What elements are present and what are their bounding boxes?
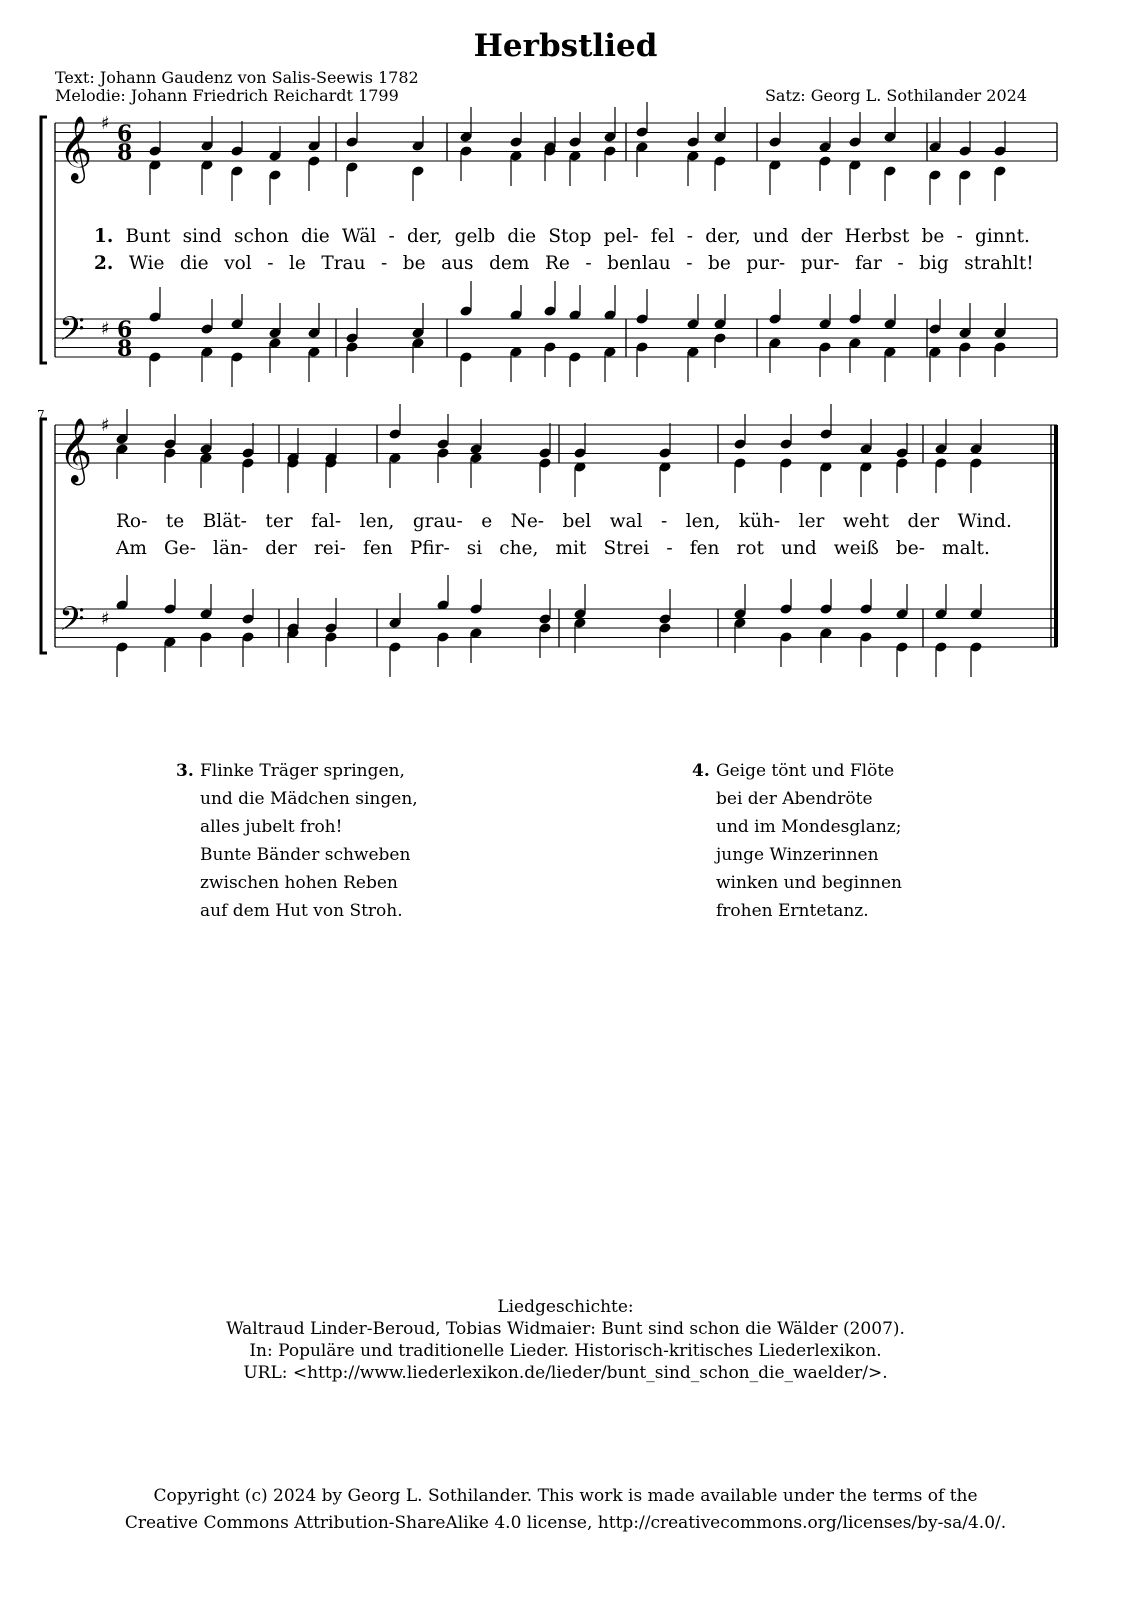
lyric-syllable: be [402,253,426,274]
verse-line: alles jubelt froh! [200,817,343,837]
lyric-syllable: benlau [607,253,671,274]
song-title: Herbstlied [473,28,658,64]
lyric-syllable: der, [705,226,741,247]
lyric-syllable: Wie [128,253,165,274]
clefs-and-signatures [37,113,132,647]
history-url: URL: <http://www.liederlexikon.de/lieder/bunt_sind_schon_die_waelder/>. [243,1363,888,1383]
lyric-syllable: fen [689,538,720,559]
lyric-syllable: pur- [746,253,786,274]
key-signature-sharp: ♯ [101,415,110,436]
lyric-syllable: und [781,538,817,559]
measure-number: 7 [37,408,45,422]
lyric-syllable: die [179,253,209,274]
treble-clef: 𝄞 [59,418,93,483]
lyric-syllable: wal [609,511,643,532]
lyric-syllable: - [267,253,274,274]
lyric-syllable: fel [650,226,675,247]
lyric-syllable: far [855,253,882,274]
time-signature-bottom: 8 [117,336,133,362]
lyric-syllable: vol [224,253,252,274]
lyric-syllable: be [708,253,731,274]
lyric-syllable: malt. [942,538,990,559]
lyric-syllable: - [388,226,395,247]
lyric-syllable: grau- [412,511,463,532]
key-signature-sharp: ♯ [101,318,110,340]
text-credit: Text: Johann Gaudenz von Salis-Seewis 1782 [55,68,419,87]
lyric-syllable: Trau [321,253,366,274]
lyric-syllable: Ge- [163,538,196,559]
lyric-syllable: - [686,253,693,274]
lyric-syllable: 1. [94,226,114,247]
time-signature-top: 6 [117,317,133,343]
verse-4-number: 4. [692,761,710,781]
lyric-syllable: len, [685,511,721,532]
barlines [41,117,1058,653]
lyric-syllable: die [301,226,330,247]
lyric-syllable: sind [182,226,222,247]
lyric-syllable: big [919,253,949,274]
arrangement-credit: Satz: Georg L. Sothilander 2024 [764,86,1027,105]
lyric-syllable: Ro- [116,511,148,532]
lyric-syllable: län- [213,538,249,559]
lyric-syllable: Ne- [510,511,545,532]
lyric-syllable: - [660,511,668,532]
lyric-syllable: - [381,253,388,274]
lyric-syllable: ler [798,511,825,532]
lyric-syllable: te [165,511,185,532]
lyric-syllable: Re [544,253,570,274]
lyric-syllable: pur- [800,253,840,274]
lyric-syllable: aus [441,253,474,274]
key-signature-sharp: ♯ [101,113,110,134]
notes [115,102,1006,677]
verse-line: auf dem Hut von Stroh. [200,901,403,921]
lyric-syllable: der [800,226,833,247]
lyric-syllable: weiß [833,538,879,559]
lyric-syllable: rei- [313,538,346,559]
lyric-syllable: Bunt [125,226,171,247]
lyric-syllable: che, [499,538,539,559]
history-authors: Waltraud Linder-Beroud, Tobias Widmaier: Bunt sind schon die Wälder (2007). [226,1319,905,1339]
final-barline-thick [1054,425,1058,647]
lyric-syllable: Pfir- [409,538,450,559]
verse-line: Geige tönt und Flöte [716,761,895,781]
verse-line: und im Mondesglanz; [716,817,902,837]
lyric-syllable: fen [363,538,393,559]
lyric-syllable: le [288,253,306,274]
lyric-syllable: - [956,226,963,247]
system-1-verse-1-lyrics [94,226,1030,247]
lyric-syllable: Blät- [202,511,247,532]
music-score [0,0,1131,690]
treble-clef: 𝄞 [59,116,93,181]
lyric-syllable: len, [359,511,395,532]
lyric-syllable: bel [562,511,592,532]
system-1-verse-2-lyrics [94,253,1034,274]
verse-line: zwischen hohen Reben [200,873,398,893]
lyric-syllable: der [265,538,297,559]
lyric-syllable: fal- [311,511,342,532]
time-signature-bottom: 8 [117,140,133,166]
lyric-syllable: weht [842,511,890,532]
lyric-syllable: 2. [94,253,114,274]
lyric-syllable: e [481,511,493,532]
verse-line: Flinke Träger springen, [200,761,405,781]
lyric-syllable: Strei [603,538,650,559]
lyric-syllable: gelb [454,226,496,247]
lyric-syllable: Am [116,538,147,559]
verse-3-number: 3. [176,761,194,781]
time-signature-top: 6 [117,121,133,147]
verse-line: bei der Abendröte [716,789,873,809]
bass-clef: 𝄢 [59,310,85,357]
lyric-syllable: - [686,226,693,247]
lyric-syllable: strahlt! [964,253,1034,274]
lyric-syllable: küh- [738,511,781,532]
key-signature-sharp: ♯ [101,608,110,630]
copyright-notice [0,1483,1131,1537]
verse-line: winken und beginnen [716,873,903,893]
system-bracket [41,117,47,363]
lyric-syllable: Herbst [844,226,910,247]
history-source: In: Populäre und traditionelle Lieder. Historisch-kritisches Liederlexikon. [249,1341,882,1361]
lyric-syllable: pel- [603,226,639,247]
verse-line: junge Winzerinnen [716,845,879,865]
system-bracket [41,419,47,653]
lyric-syllable: Wind. [957,511,1012,532]
lyric-syllable: be [921,226,945,247]
lyric-syllable: Stop [548,226,592,247]
lyric-syllable: und [752,226,789,247]
staff-lines [55,123,1057,647]
lyric-syllable: be- [895,538,925,559]
lyric-syllable: si [466,538,483,559]
verse-4 [692,757,902,925]
lyric-syllable: ter [265,511,293,532]
lyric-syllable: - [585,253,592,274]
lyric-syllable: dem [489,253,530,274]
lyric-syllable: - [666,538,673,559]
copyright-line-2: Creative Commons Attribution-ShareAlike 4.0 license, http://creativecommons.org/licenses/by-sa/4.0/. [124,1513,1007,1533]
bass-clef: 𝄢 [59,600,85,647]
lyric-syllable: mit [555,538,587,559]
lyric-syllable: der [907,511,940,532]
verse-line: und die Mädchen singen, [200,789,418,809]
copyright-line-1: Copyright (c) 2024 by Georg L. Sothilander. This work is made available under the terms of the [153,1486,978,1506]
history-heading: Liedgeschichte: [497,1297,634,1317]
lyric-syllable: rot [736,538,764,559]
lyric-syllable: Wäl [341,226,377,247]
verse-line: frohen Erntetanz. [716,901,869,921]
verse-line: Bunte Bänder schweben [200,845,411,865]
lyric-syllable: ginnt. [974,226,1030,247]
lyric-syllable: - [897,253,904,274]
melody-credit: Melodie: Johann Friedrich Reichardt 1799 [55,86,399,105]
lyric-syllable: der, [406,226,443,247]
song-history [0,1296,1131,1384]
verse-3 [176,757,418,925]
system-2-verse-1-lyrics [116,511,1012,532]
system-2-verse-2-lyrics [116,538,990,559]
lyric-syllable: die [507,226,537,247]
lyric-syllable: schon [233,226,289,247]
